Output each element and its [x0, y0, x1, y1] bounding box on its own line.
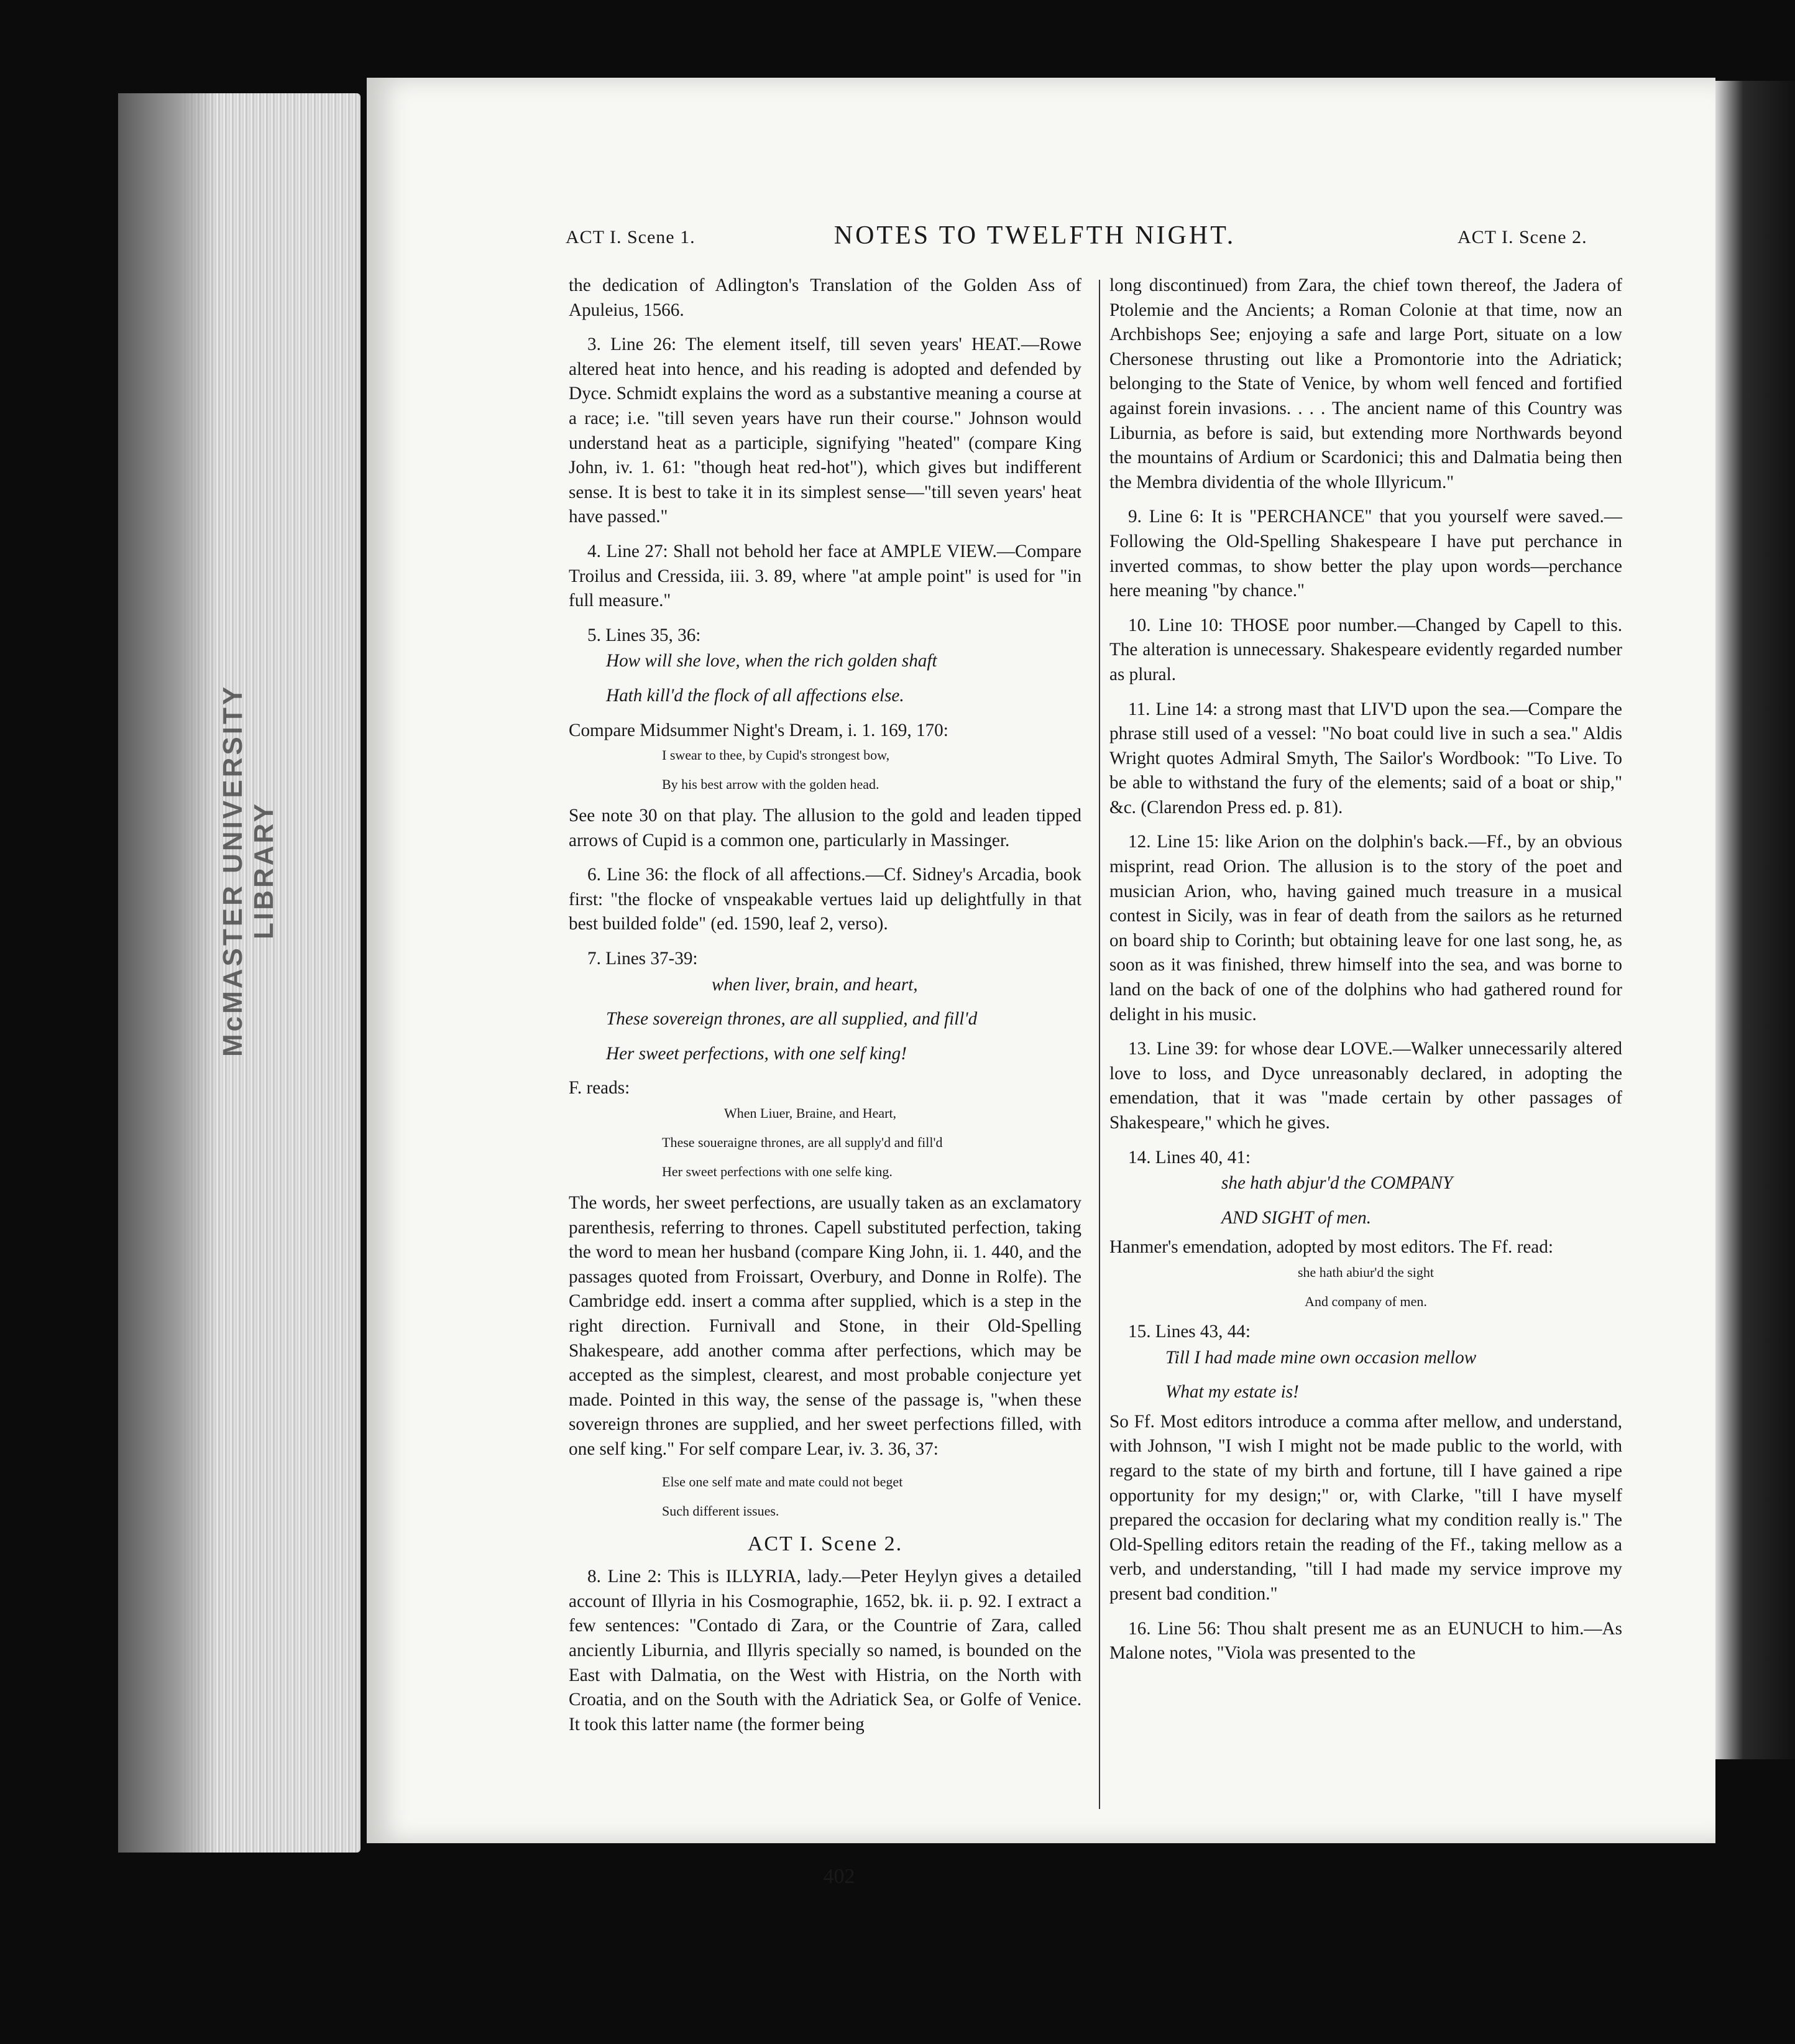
- note-7-lear-2: Such different issues.: [662, 1503, 779, 1519]
- running-head-right: ACT I. Scene 2.: [1458, 227, 1587, 247]
- left-column: [569, 274, 1081, 1747]
- section-heading: ACT I. Scene 2.: [747, 1532, 903, 1555]
- note-14-heading: 14. Lines 40, 41:: [1128, 1147, 1251, 1167]
- note-5-quote-1: I swear to thee, by Cupid's strongest bow,: [662, 747, 890, 763]
- note-4: 4. Line 27: Shall not behold her face at AMPLE VIEW.—Compare Troilus and Cressida, iii. 3. 89, where "at ample point" is used for "in full measure.": [569, 541, 1081, 611]
- note-16: 16. Line 56: Thou shalt present me as an EUNUCH to him.—As Malone notes, "Viola was presented to the: [1109, 1618, 1622, 1664]
- note-3: 3. Line 26: The element itself, till seven years' HEAT.—Rowe altered heat into hence, and his reading is adopted and defended by Dyce. Schmidt explains the word as a substantive meaning a course at a race; i.e. "till seven years have run their course." Johnson would understand heat as a participle, signifying "heated" (compare King John, iv. 1. 61: "though heat red-hot"), which gives but indifferent sense. It is best to take it in its simplest sense—"till seven years' heat have passed.": [569, 334, 1081, 527]
- right-column: [1109, 274, 1622, 1676]
- note-5-compare: Compare Midsummer Night's Dream, i. 1. 169, 170:: [569, 720, 948, 740]
- facing-page-edge: [1715, 81, 1795, 1759]
- note-7-folio-2: These soueraigne thrones, are all supply'd and fill'd: [662, 1135, 943, 1151]
- note-14-folio-2: And company of men.: [1305, 1293, 1427, 1309]
- fore-edge-shadow: [118, 93, 218, 1853]
- running-head-left: ACT I. Scene 1.: [566, 227, 696, 247]
- note-5-tail: See note 30 on that play. The allusion to the gold and leaden tipped arrows of Cupid is a common one, particularly in Massinger.: [569, 806, 1081, 850]
- note-9: 9. Line 6: It is "PERCHANCE" that you yourself were saved.—Following the Old-Spelling Shakespeare I have put perchance in inverted commas, to show better the play upon words—perchance here meaning "by chance.": [1109, 507, 1622, 601]
- note-5-verse-2: Hath kill'd the flock of all affections else.: [606, 685, 904, 706]
- note-15-tail: So Ff. Most editors introduce a comma after mellow, and understand, with Johnson, "I wish I might not be made public to the world, with regard to the state of my birth and fortune, till I have gained a ripe opportunity for my design;" or, with Clarke, "till I have myself prepared the occasion for declaring what my condition really is." The Old-Spelling editors retain the reading of the Ff., taking mellow as a verb, and understanding, "till I had made my service improve my present bad condition.": [1109, 1411, 1622, 1604]
- note-14-verse-1: she hath abjur'd the COMPANY: [1221, 1173, 1453, 1194]
- note-13: 13. Line 39: for whose dear LOVE.—Walker unnecessarily altered love to loss, and Dyce unreasonably declared, in adopting the emendation, that it was "made certain by other passages of Shakespeare," which he gives.: [1109, 1039, 1622, 1133]
- library-stamp: McMASTER UNIVERSITY LIBRARY: [218, 684, 279, 1057]
- column-divider: [1099, 280, 1100, 1809]
- note-10: 10. Line 10: THOSE poor number.—Changed by Capell to this. The alteration is unnecessary. Shakespeare evidently regarded number as plural.: [1109, 615, 1622, 684]
- note-5-heading: 5. Lines 35, 36:: [587, 625, 701, 645]
- note-15-verse-2: What my estate is!: [1165, 1382, 1299, 1402]
- note-15-heading: 15. Lines 43, 44:: [1128, 1321, 1251, 1342]
- note-15-verse-1: Till I had made mine own occasion mellow: [1165, 1347, 1477, 1368]
- note-12: 12. Line 15: like Arion on the dolphin's back.—Ff., by an obvious misprint, read Orion. The allusion is to the story of the poet and musician Arion, who, having gained much treasure in a musical contest in Sicily, was in fear of death from the sailors as he returned on board ship to Corinth; but obtaining leave for one last song, he, as soon as it was finished, threw himself into the sea, and was borne to land on the back of one of the dolphins who had gathered round for delight in his music.: [1109, 832, 1622, 1024]
- note-8: 8. Line 2: This is ILLYRIA, lady.—Peter Heylyn gives a detailed account of Illyria in his Cosmographie, 1652, bk. ii. p. 92. I extract a few sentences: "Contado di Zara, or the Countrie of Zara, called anciently Liburnia, and Illyris specially so named, is bounded on the East with Dalmatia, on the West with Histria, on the North with Croatia, and on the South with the Adriatick Sea, or Golfe of Venice. It took this latter name (the former being: [569, 1567, 1081, 1734]
- note-7-heading: 7. Lines 37-39:: [587, 949, 698, 969]
- continued-quote: long discontinued) from Zara, the chief town thereof, the Jadera of Ptolemie and the Ancients; a Roman Colonie at that time, now an Archbishops See; enjoying a safe and large Port, situate on a low Chersonese thrusting out like a Promontorie into the Adriatick; belonging to the State of Venice, by whom well fenced and fortified against forein invasions. . . . The ancient name of this Country was Liburnia, as before is said, but extending more Northwards beyond the mountains of Ardium or Scardonici; this and Dalmatia being then the Membra dividentia of the whole Illyricum.": [1109, 275, 1622, 492]
- running-head-title: NOTES TO TWELFTH NIGHT.: [833, 221, 1236, 250]
- note-5-verse-1: How will she love, when the rich golden shaft: [606, 651, 937, 671]
- note-5-quote-2: By his best arrow with the golden head.: [662, 776, 879, 793]
- note-14-folio-1: she hath abiur'd the sight: [1297, 1264, 1435, 1280]
- note-6: 6. Line 36: the flock of all affections.—Cf. Sidney's Arcadia, book first: "the flocke of vnspeakable vertues laid up delightfully in that best builded folde" (ed. 1590, leaf 2, verso).: [569, 865, 1081, 934]
- note-14-verse-2: AND SIGHT of men.: [1221, 1207, 1372, 1228]
- note-14-middle: Hanmer's emendation, adopted by most editors. The Ff. read:: [1109, 1237, 1553, 1258]
- note-7-verse-1: when liver, brain, and heart,: [712, 974, 918, 995]
- note-11: 11. Line 14: a strong mast that LIV'D upon the sea.—Compare the phrase still used of a vessel: "No boat could live in such a sea." Aldis Wright quotes Admiral Smyth, The Sailor's Wordbook: "To Live. To be able to withstand the fury of the elements; said of a boat or ship," &c. (Clarendon Press ed. p. 81).: [1109, 699, 1622, 817]
- continued-paragraph: the dedication of Adlington's Translation of the Golden Ass of Apuleius, 1566.: [569, 275, 1081, 320]
- note-7-tail: The words, her sweet perfections, are usually taken as an exclamatory parenthesis, referring to thrones. Capell substituted perfection, taking the word to mean her husband (compare King John, ii. 1. 440, and the passages quoted from Froissart, Overbury, and Donne in Rolfe). The Cambridge edd. insert a comma after supplied, which is a step in the right direction. Furnivall and Stone, in their Old-Spelling Shakespeare, add another comma after perfections, which may be accepted as the simplest, clearest, and most probable conjecture yet made. Pointed in this way, the sense of the passage is, "when these sovereign thrones are supplied, and her sweet perfections filled, with one self king." For self compare Lear, iv. 3. 36, 37:: [569, 1193, 1081, 1459]
- note-7-lear-1: Else one self mate and mate could not beget: [662, 1473, 903, 1489]
- note-7-folio-3: Her sweet perfections with one selfe king.: [662, 1164, 893, 1180]
- note-7-verse-3: Her sweet perfections, with one self king!: [606, 1043, 907, 1064]
- note-7-verse-2: These sovereign thrones, are all supplied, and fill'd: [606, 1009, 978, 1029]
- note-7-folio-1: When Liuer, Braine, and Heart,: [724, 1105, 897, 1121]
- page-number: 402: [823, 1865, 855, 1888]
- note-7-f-reads: F. reads:: [569, 1078, 630, 1098]
